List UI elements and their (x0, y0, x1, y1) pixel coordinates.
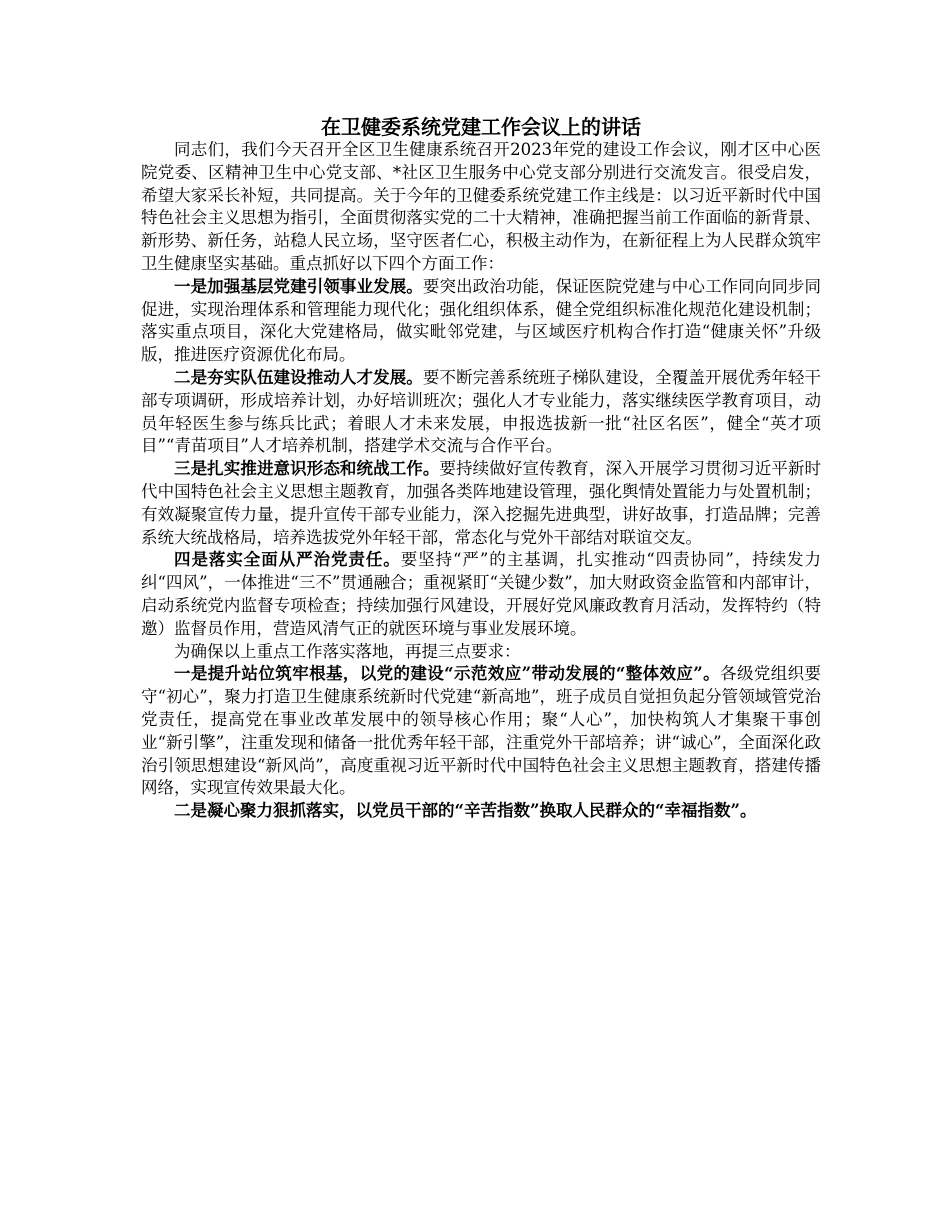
paragraph-text: 同志们，我们今天召开全区卫生健康系统召开2023年党的建设工作会议，刚才区中心医院党委、区精神卫生中心党支部、*社区卫生服务中心党支部分别进行交流发言。很受启发，希望大家采长补短，共同提高。关于今年的卫健委系统党建工作主线是：以习近平新时代中国特色社会主义思想为指引，全面贯彻落实党的二十大精神，准确把握当前工作面临的新背景、新形势、新任务，站稳人民立场，坚守医者仁心，积极主动作为，在新征程上为人民群众筑牢卫生健康坚实基础。重点抓好以下四个方面工作： (141, 140, 821, 273)
document-body (141, 114, 821, 823)
paragraph-lead: 四是落实全面从严治党责任。 (174, 550, 401, 570)
paragraph-text: 各级党组织要守“初心”，聚力打造卫生健康系统新时代党建“新高地”，班子成员自觉担负起分管领域管党治党责任，提高党在事业改革发展中的领导核心作用；聚“人心”，加快构筑人才集聚干事创业“新引擎”，注重发现和储备一批优秀年轻干部，注重党外干部培养；讲“诚心”，全面深化政治引领思想建设“新风尚”，高度重视习近平新时代中国特色社会主义思想主题教育，搭建传播网络，实现宣传效果最大化。 (141, 664, 822, 798)
paragraph-lead: 三是扎实推进意识形态和统战工作。 (174, 459, 440, 479)
paragraph-lead: 一是提升站位筑牢根基，以党的建设“示范效应”带动发展的“整体效应”。 (174, 664, 721, 684)
paragraph-point-2 (141, 367, 821, 458)
document-title: 在卫健委系统党建工作会议上的讲话 (321, 115, 641, 139)
paragraph-transition (141, 641, 821, 664)
paragraph-text: 要坚持“严”的主基调，扎实推动“四责协同”，持续发力纠“四风”，一体推进“三不”贯通融合；重视紧盯“关键少数”，加大财政资金监管和内部审计，启动系统党内监督专项检查；持续加强行风建设，开展好党风廉政教育月活动，发挥特约（特邀）监督员作用，营造风清气正的就医环境与事业发展环境。 (141, 550, 821, 638)
paragraph-text: 为确保以上重点工作落实落地，再提三点要求： (174, 641, 521, 661)
paragraph-lead: 一是加强基层党建引领事业发展。 (174, 276, 423, 296)
paragraph-point-3 (141, 458, 821, 549)
paragraph-requirement-2 (141, 800, 821, 823)
paragraph-lead: 二是凝心聚力狠抓落实，以党员干部的“辛苦指数”换取人民群众的“幸福指数”。 (174, 801, 757, 821)
paragraph-text: 要突出政治功能，保证医院党建与中心工作同向同步同促进，实现治理体系和管理能力现代化；强化组织体系，健全党组织标准化规范化建设机制；落实重点项目，深化大党建格局，做实毗邻党建，与区域医疗机构合作打造“健康关怀”升级版，推进医疗资源优化布局。 (141, 276, 822, 365)
paragraph-text: 要持续做好宣传教育，深入开展学习贯彻习近平新时代中国特色社会主义思想主题教育，加强各类阵地建设管理，强化舆情处置能力与处置机制；有效凝聚宣传力量，提升宣传干部专业能力，深入挖掘先进典型，讲好故事，打造品牌；完善系统大统战格局，培养选拔党外年轻干部，常态化与党外干部结对联谊交友。 (141, 459, 822, 547)
paragraph-point-4 (141, 549, 821, 640)
paragraph-opening (141, 139, 821, 276)
paragraph-lead: 二是夯实队伍建设推动人才发展。 (174, 367, 423, 387)
paragraph-text: 要不断完善系统班子梯队建设，全覆盖开展优秀年轻干部专项调研，形成培养计划，办好培训班次；强化人才专业能力，落实继续医学教育项目，动员年轻医生参与练兵比武；着眼人才未来发展，申报选拔新一批“社区名医”，健全“英才项目”“青苗项目”人才培养机制，搭建学术交流与合作平台。 (141, 367, 822, 456)
paragraph-requirement-1 (141, 663, 821, 800)
paragraph-point-1 (141, 276, 821, 367)
